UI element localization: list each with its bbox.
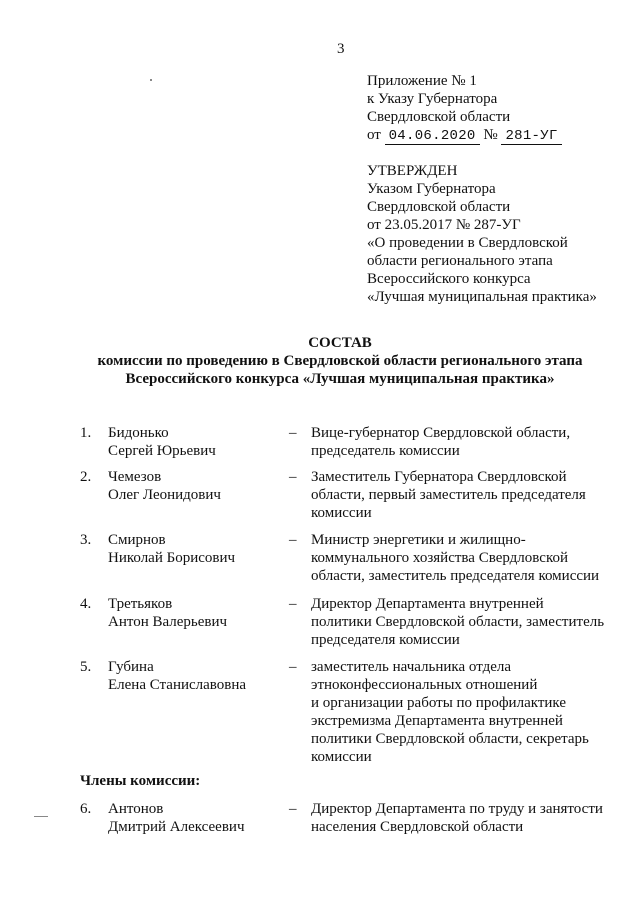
scan-speck	[150, 79, 152, 81]
heading-title: СОСТАВ	[308, 335, 372, 351]
member-number: 3.	[80, 532, 92, 548]
member-number: 6.	[80, 801, 92, 817]
member-name	[108, 658, 246, 694]
appendix-block	[367, 72, 562, 144]
role-line: Министр энергетики и жилищно-	[311, 532, 526, 548]
member-name	[108, 468, 221, 504]
dash: –	[289, 596, 297, 612]
member-number: 1.	[80, 425, 92, 441]
role-line: Заместитель Губернатора Свердловской	[311, 469, 567, 485]
heading-line: Всероссийского конкурса «Лучшая муниципальная практика»	[125, 371, 555, 387]
member-role	[311, 800, 611, 836]
approved-line: области регионального этапа	[367, 253, 553, 269]
role-line: комиссии	[311, 505, 372, 521]
decree-date: 04.06.2020	[385, 128, 480, 145]
dash: –	[289, 801, 297, 817]
appendix-line: Свердловской области	[367, 109, 511, 125]
member-surname: Третьяков	[108, 596, 173, 612]
member-role	[311, 424, 611, 460]
member-given-names: Антон Валерьевич	[108, 614, 228, 630]
member-given-names: Олег Леонидович	[108, 487, 221, 503]
heading-line: комиссии по проведению в Свердловской области регионального этапа	[97, 353, 583, 369]
decree-number: 281-УГ	[501, 128, 561, 145]
role-line: этноконфессиональных отношений	[311, 677, 538, 693]
role-line: Директор Департамента внутренней	[311, 596, 544, 612]
member-number: 4.	[80, 596, 92, 612]
role-line: коммунального хозяйства Свердловской	[311, 550, 568, 566]
dash: –	[289, 425, 297, 441]
date-prefix: от	[367, 127, 381, 143]
role-line: Вице-губернатор Свердловской области,	[311, 425, 571, 441]
document-heading	[0, 334, 640, 388]
appendix-date-line	[367, 126, 562, 144]
role-line: экстремизма Департамента внутренней	[311, 713, 563, 729]
member-role	[311, 531, 611, 585]
number-prefix: №	[483, 127, 498, 143]
member-name	[108, 595, 227, 631]
members-section-title: Члены комиссии:	[80, 773, 201, 789]
dash: –	[289, 469, 297, 485]
member-surname: Чемезов	[108, 469, 162, 485]
member-surname: Губина	[108, 659, 154, 675]
role-line: политики Свердловской области, заместитель	[311, 614, 605, 630]
dash: –	[289, 532, 297, 548]
role-line: заместитель начальника отдела	[311, 659, 511, 675]
member-given-names: Дмитрий Алексеевич	[108, 819, 245, 835]
member-name	[108, 424, 216, 460]
approved-line: УТВЕРЖДЕН	[367, 163, 458, 179]
role-line: области, заместитель председателя комиссии	[311, 568, 600, 584]
appendix-line: к Указу Губернатора	[367, 91, 498, 107]
approved-line: от 23.05.2017 № 287-УГ	[367, 217, 521, 233]
member-role	[311, 468, 611, 522]
role-line: политики Свердловской области, секретарь	[311, 731, 589, 747]
approved-line: Свердловской области	[367, 199, 511, 215]
approved-line: Указом Губернатора	[367, 181, 496, 197]
dash: –	[289, 659, 297, 675]
member-surname: Смирнов	[108, 532, 166, 548]
member-role	[311, 658, 611, 766]
member-given-names: Николай Борисович	[108, 550, 236, 566]
role-line: и организации работы по профилактике	[311, 695, 566, 711]
member-name	[108, 800, 245, 836]
scan-speck	[34, 816, 48, 817]
page-number: 3	[337, 41, 345, 57]
approved-line: «О проведении в Свердловской	[367, 235, 568, 251]
role-line: населения Свердловской области	[311, 819, 524, 835]
role-line: комиссии	[311, 749, 372, 765]
member-role	[311, 595, 611, 649]
role-line: председателя комиссии	[311, 632, 460, 648]
member-number: 2.	[80, 469, 92, 485]
member-number: 5.	[80, 659, 92, 675]
approved-line: Всероссийского конкурса	[367, 271, 531, 287]
approved-line: «Лучшая муниципальная практика»	[367, 289, 597, 305]
member-surname: Антонов	[108, 801, 164, 817]
appendix-line: Приложение № 1	[367, 73, 477, 89]
role-line: Директор Департамента по труду и занятости	[311, 801, 603, 817]
member-surname: Бидонько	[108, 425, 169, 441]
member-given-names: Елена Станиславовна	[108, 677, 247, 693]
approved-block	[367, 162, 597, 306]
role-line: председатель комиссии	[311, 443, 460, 459]
role-line: области, первый заместитель председателя	[311, 487, 586, 503]
member-name	[108, 531, 235, 567]
member-given-names: Сергей Юрьевич	[108, 443, 216, 459]
